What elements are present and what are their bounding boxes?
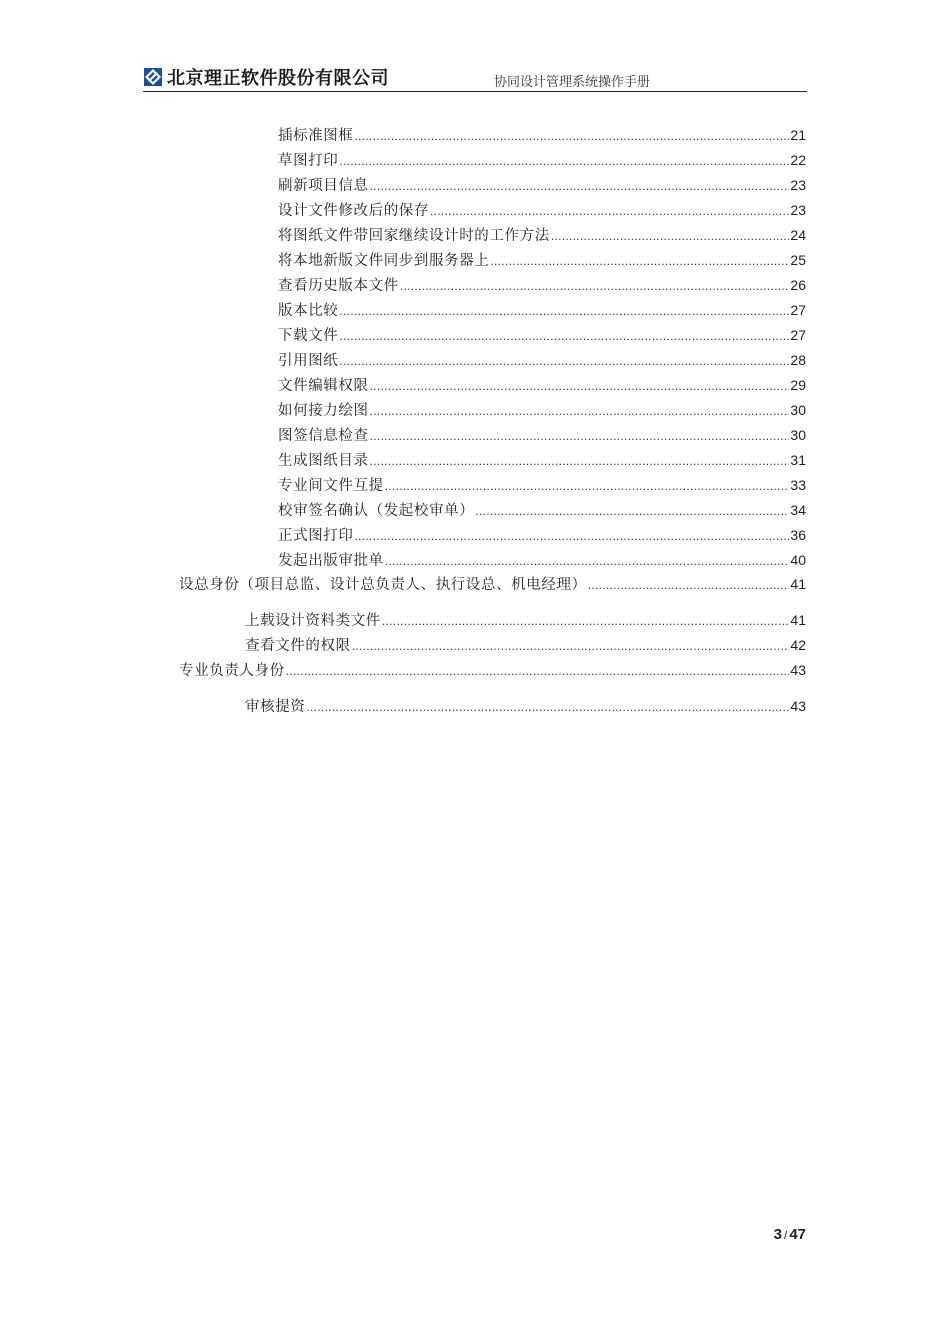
toc-dot-leader [286,661,790,681]
toc-entry[interactable] [278,475,806,495]
toc-entry-label: 版本比较 [278,303,339,319]
toc-dot-leader [370,176,790,196]
toc-entry[interactable] [245,610,806,630]
toc-entry[interactable] [278,525,806,545]
toc-entry[interactable] [179,574,806,594]
toc-entry-page-number: 41 [790,576,806,592]
toc-entry-page-number: 40 [790,552,806,568]
toc-dot-leader [588,575,790,595]
toc-entry-page-number: 26 [790,277,806,293]
toc-entry[interactable] [278,400,806,420]
toc-entry-page-number: 31 [790,452,806,468]
page-header [143,62,807,92]
toc-entry-label: 校审签名确认（发起校审单） [278,503,475,519]
toc-entry[interactable] [278,500,806,520]
toc-dot-leader [475,501,789,521]
toc-entry[interactable] [278,200,806,220]
toc-entry[interactable] [278,300,806,320]
toc-entry[interactable] [278,550,806,570]
toc-entry-page-number: 27 [790,302,806,318]
toc-entry-label: 草图打印 [278,153,339,169]
toc-dot-leader [490,251,789,271]
toc-entry-label: 下载文件 [278,328,339,344]
company-logo-icon [143,67,163,87]
toc-entry-label: 专业间文件互提 [278,478,384,494]
toc-entry-label: 发起出版审批单 [278,553,384,569]
toc-entry[interactable] [278,225,806,245]
toc-entry[interactable] [278,150,806,170]
toc-dot-leader [306,697,789,717]
toc-dot-leader [370,376,790,396]
toc-entry[interactable] [245,696,806,716]
toc-entry-label: 文件编辑权限 [278,378,369,394]
toc-dot-leader [430,201,789,221]
toc-entry-label: 图签信息检查 [278,428,369,444]
toc-entry-label: 引用图纸 [278,353,339,369]
toc-entry[interactable] [278,450,806,470]
toc-dot-leader [355,126,790,146]
page-separator: / [783,1228,788,1242]
toc-entry[interactable] [179,660,806,680]
toc-entry-page-number: 34 [790,502,806,518]
toc-entry-page-number: 28 [790,352,806,368]
toc-entry-page-number: 29 [790,377,806,393]
toc-entry-page-number: 30 [790,402,806,418]
toc-entry-page-number: 30 [790,427,806,443]
toc-dot-leader [551,226,790,246]
toc-entry-page-number: 36 [790,527,806,543]
page-number [774,1226,806,1243]
toc-dot-leader [339,151,789,171]
toc-entry-label: 设总身份（项目总监、设计总负责人、执行设总、机电经理） [179,577,587,593]
toc-dot-leader [339,301,789,321]
toc-entry-label: 将本地新版文件同步到服务器上 [278,253,490,269]
toc-entry[interactable] [278,175,806,195]
toc-entry-page-number: 24 [790,227,806,243]
toc-entry-page-number: 21 [790,127,806,143]
toc-entry-page-number: 25 [790,252,806,268]
toc-dot-leader [355,526,790,546]
toc-dot-leader [382,611,790,631]
current-page-number: 3 [773,1226,782,1243]
toc-dot-leader [385,476,790,496]
toc-dot-leader [352,636,790,656]
toc-entry-label: 正式图打印 [278,528,354,544]
toc-entry-label: 专业负责人身份 [179,663,285,679]
toc-entry[interactable] [278,325,806,345]
toc-dot-leader [370,426,790,446]
document-title: 协同设计管理系统操作手册 [494,75,651,90]
header-divider [143,91,807,92]
total-page-count: 47 [789,1226,806,1243]
toc-entry-label: 如何接力绘图 [278,403,369,419]
toc-entry-label: 查看文件的权限 [245,638,351,654]
toc-entry-page-number: 22 [790,152,806,168]
toc-entry[interactable] [278,250,806,270]
toc-entry-page-number: 23 [790,177,806,193]
toc-entry-label: 生成图纸目录 [278,453,369,469]
toc-dot-leader [400,276,790,296]
toc-entry[interactable] [278,350,806,370]
company-logo [143,64,389,90]
toc-entry-page-number: 43 [790,698,806,714]
toc-entry-label: 审核提资 [245,699,306,715]
toc-entry-page-number: 33 [790,477,806,493]
toc-dot-leader [370,451,790,471]
toc-dot-leader [385,551,790,571]
toc-entry-page-number: 23 [790,202,806,218]
toc-entry-page-number: 27 [790,327,806,343]
toc-entry-label: 查看历史版本文件 [278,278,399,294]
toc-entry-label: 上载设计资料类文件 [245,613,381,629]
toc-entry-label: 刷新项目信息 [278,178,369,194]
toc-entry[interactable] [278,425,806,445]
toc-entry-page-number: 42 [790,637,806,653]
toc-entry-label: 设计文件修改后的保存 [278,203,429,219]
toc-entry-label: 插标准图框 [278,128,354,144]
toc-entry[interactable] [278,275,806,295]
toc-dot-leader [339,351,789,371]
toc-entry[interactable] [245,635,806,655]
toc-dot-leader [370,401,790,421]
toc-entry[interactable] [278,125,806,145]
toc-entry-page-number: 43 [790,662,806,678]
toc-entry-label: 将图纸文件带回家继续设计时的工作方法 [278,228,550,244]
company-name: 北京理正软件股份有限公司 [167,68,389,89]
toc-entry[interactable] [278,375,806,395]
toc-dot-leader [339,326,789,346]
toc-entry-page-number: 41 [790,612,806,628]
